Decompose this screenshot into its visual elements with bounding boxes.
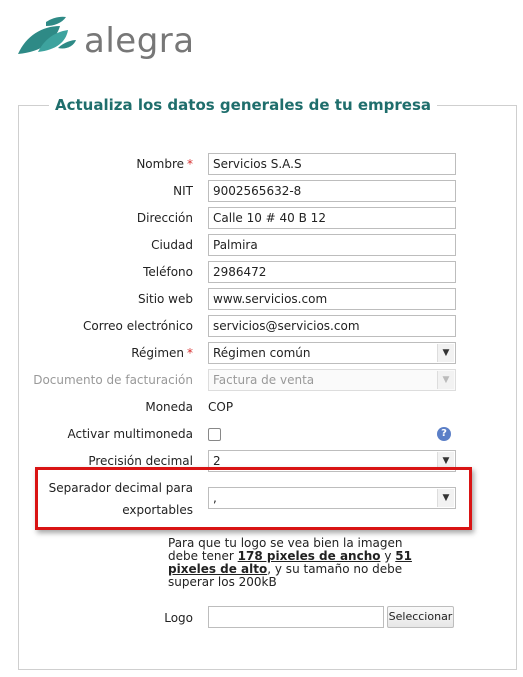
select-file-button[interactable]: Seleccionar bbox=[387, 606, 454, 628]
chevron-down-icon: ▼ bbox=[437, 371, 454, 389]
regimen-label: Régimen * bbox=[131, 346, 193, 360]
logo-info: Para que tu logo se vea bien la imagen debe tener 178 pixeles de ancho y 51 pixeles de alto, y su tamaño no debe superar los 200kB bbox=[168, 536, 412, 589]
correo-label: Correo electrónico bbox=[83, 319, 193, 333]
multimoneda-checkbox[interactable] bbox=[208, 428, 221, 441]
multimoneda-label: Activar multimoneda bbox=[67, 427, 193, 441]
alegra-leaf-icon bbox=[16, 14, 78, 58]
nombre-input[interactable]: Servicios S.A.S bbox=[208, 153, 456, 175]
brand-name: alegra bbox=[84, 21, 195, 61]
required-mark: * bbox=[187, 346, 193, 360]
form-title: Actualiza los datos generales de tu empresa bbox=[55, 96, 432, 114]
sitio-web-input[interactable]: www.servicios.com bbox=[208, 288, 456, 310]
moneda-value: COP bbox=[208, 400, 234, 414]
moneda-label: Moneda bbox=[145, 400, 193, 414]
telefono-label: Teléfono bbox=[143, 265, 193, 279]
chevron-down-icon: ▼ bbox=[437, 452, 454, 470]
nombre-label: Nombre * bbox=[136, 157, 193, 171]
telefono-input[interactable]: 2986472 bbox=[208, 261, 456, 283]
highlight-box bbox=[35, 467, 472, 530]
direccion-input[interactable]: Calle 10 # 40 B 12 bbox=[208, 207, 456, 229]
help-icon[interactable]: ? bbox=[437, 427, 451, 441]
precision-value: 2 bbox=[213, 454, 221, 468]
documento-value: Factura de venta bbox=[213, 373, 315, 387]
required-mark: * bbox=[187, 157, 193, 171]
ciudad-input[interactable]: Palmira bbox=[208, 234, 456, 256]
ciudad-label: Ciudad bbox=[151, 238, 193, 252]
logo-height-text: 51 pixeles de alto bbox=[168, 549, 412, 576]
nit-label: NIT bbox=[173, 184, 193, 198]
separador-value: , bbox=[213, 491, 217, 505]
separador-label-line1: Separador decimal para bbox=[48, 481, 193, 495]
nit-input[interactable]: 9002565632-8 bbox=[208, 180, 456, 202]
documento-select bbox=[208, 369, 456, 391]
logo-label: Logo bbox=[164, 611, 193, 625]
correo-input[interactable]: servicios@servicios.com bbox=[208, 315, 456, 337]
logo-width-text: 178 pixeles de ancho bbox=[237, 549, 381, 563]
chevron-down-icon: ▼ bbox=[437, 344, 454, 362]
documento-label: Documento de facturación bbox=[33, 373, 193, 387]
regimen-value: Régimen común bbox=[213, 346, 311, 360]
direccion-label: Dirección bbox=[136, 211, 193, 225]
sitio-web-label: Sitio web bbox=[138, 292, 193, 306]
logo-file-input[interactable] bbox=[208, 606, 384, 628]
precision-label: Precisión decimal bbox=[88, 454, 193, 468]
regimen-select[interactable] bbox=[208, 342, 456, 364]
separador-label-line2: exportables bbox=[122, 503, 193, 517]
chevron-down-icon: ▼ bbox=[437, 489, 454, 507]
